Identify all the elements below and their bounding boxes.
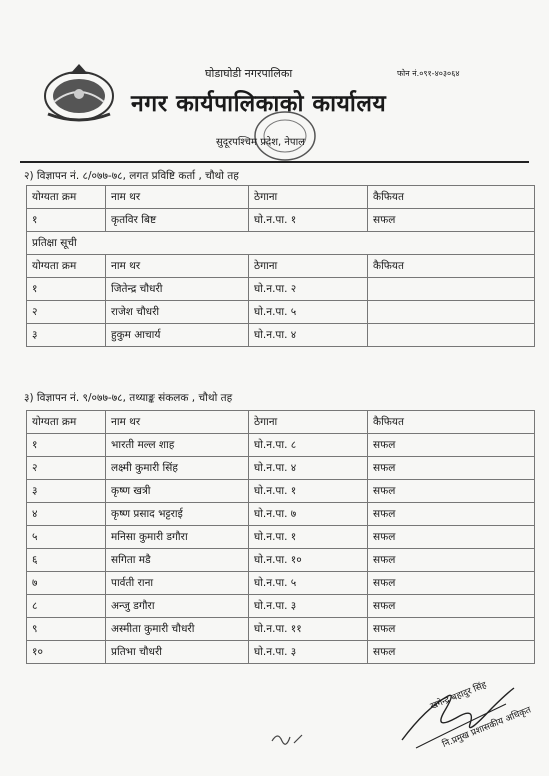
- address-cell: घो.न.पा. ३: [249, 641, 368, 664]
- header-cell: ठेगाना: [249, 255, 368, 278]
- table-row: [27, 526, 535, 549]
- section3-table: [26, 410, 535, 664]
- name-cell: अन्जु डगौरा: [106, 595, 249, 618]
- table-row: [27, 503, 535, 526]
- remark-cell: सफल: [368, 503, 535, 526]
- header-cell: योग्यता क्रम: [27, 411, 106, 434]
- table-row: [27, 278, 535, 301]
- address-cell: घो.न.पा. ५: [249, 301, 368, 324]
- nepal-emblem-icon: [40, 62, 118, 124]
- name-cell: प्रतिभा चौधरी: [106, 641, 249, 664]
- rank-cell: २: [27, 301, 106, 324]
- name-cell: कृष्ण खत्री: [106, 480, 249, 503]
- municipality-name: घोडाघोडी नगरपालिका: [205, 67, 293, 80]
- header-divider: [20, 161, 529, 163]
- table-row: [27, 324, 535, 347]
- remark-cell: सफल: [368, 526, 535, 549]
- address-cell: घो.न.पा. २: [249, 278, 368, 301]
- rank-cell: १०: [27, 641, 106, 664]
- remark-cell: सफल: [368, 209, 535, 232]
- name-cell: राजेश चौधरी: [106, 301, 249, 324]
- name-cell: अस्मीता कुमारी चौधरी: [106, 618, 249, 641]
- table-header-row: [27, 186, 535, 209]
- address-cell: घो.न.पा. ४: [249, 457, 368, 480]
- table-row: [27, 572, 535, 595]
- rank-cell: २: [27, 457, 106, 480]
- remark-cell: सफल: [368, 480, 535, 503]
- rank-cell: ९: [27, 618, 106, 641]
- rank-cell: १: [27, 209, 106, 232]
- rank-cell: १: [27, 434, 106, 457]
- address-cell: घो.न.पा. ११: [249, 618, 368, 641]
- address-cell: घो.न.पा. १: [249, 526, 368, 549]
- header-cell: कैफियत: [368, 186, 535, 209]
- waitlist-label: प्रतिक्षा सूची: [27, 232, 535, 255]
- header-cell: योग्यता क्रम: [27, 255, 106, 278]
- remark-cell: सफल: [368, 595, 535, 618]
- rank-cell: ३: [27, 480, 106, 503]
- address-cell: घो.न.पा. १: [249, 480, 368, 503]
- table-row: [27, 618, 535, 641]
- header-cell: नाम थर: [106, 255, 249, 278]
- name-cell: पार्वती राना: [106, 572, 249, 595]
- header-cell: कैफियत: [368, 255, 535, 278]
- name-cell: कृतविर बिष्ट: [106, 209, 249, 232]
- remark-cell: [368, 324, 535, 347]
- remark-cell: सफल: [368, 618, 535, 641]
- header-cell: कैफियत: [368, 411, 535, 434]
- rank-cell: ६: [27, 549, 106, 572]
- address-cell: घो.न.पा. १: [249, 209, 368, 232]
- table-row: [27, 301, 535, 324]
- remark-cell: सफल: [368, 457, 535, 480]
- table-row: [27, 480, 535, 503]
- header-cell: ठेगाना: [249, 186, 368, 209]
- rank-cell: ८: [27, 595, 106, 618]
- table-row: [27, 595, 535, 618]
- name-cell: मनिसा कुमारी डगौरा: [106, 526, 249, 549]
- table-row: [27, 641, 535, 664]
- address-cell: घो.न.पा. १०: [249, 549, 368, 572]
- section2-heading: २) विज्ञापन नं. ८/०७७-७८, लगत प्रविष्टि कर्ता , चौथो तह: [24, 170, 239, 182]
- address-cell: घो.न.पा. ८: [249, 434, 368, 457]
- table-row: [27, 209, 535, 232]
- remark-cell: सफल: [368, 572, 535, 595]
- remark-cell: [368, 301, 535, 324]
- address-cell: घो.न.पा. ५: [249, 572, 368, 595]
- table-header-row: [27, 411, 535, 434]
- rank-cell: ४: [27, 503, 106, 526]
- rank-cell: ३: [27, 324, 106, 347]
- signatory-name: खगेन्द्र बहादुर सिंह: [429, 680, 489, 713]
- header-cell: ठेगाना: [249, 411, 368, 434]
- rank-cell: १: [27, 278, 106, 301]
- table-row: [27, 434, 535, 457]
- name-cell: कृष्ण प्रसाद भट्टराई: [106, 503, 249, 526]
- address-cell: घो.न.पा. ३: [249, 595, 368, 618]
- section2-table: [26, 185, 535, 347]
- name-cell: जितेन्द्र चौधरी: [106, 278, 249, 301]
- remark-cell: सफल: [368, 549, 535, 572]
- name-cell: हुकुम आचार्य: [106, 324, 249, 347]
- remark-cell: [368, 278, 535, 301]
- table-row: [27, 549, 535, 572]
- signatory-designation: नि.प्रमुख प्रशासकीय अधिकृत: [441, 705, 533, 751]
- table-header-row: [27, 255, 535, 278]
- address-cell: घो.न.पा. ४: [249, 324, 368, 347]
- name-cell: लक्ष्मी कुमारी सिंह: [106, 457, 249, 480]
- remark-cell: सफल: [368, 641, 535, 664]
- table-row: [27, 457, 535, 480]
- section3-heading: ३) विज्ञापन नं. ९/०७७-७८, तथ्याङ्क संकलक , चौथो तह: [24, 392, 233, 404]
- header-cell: नाम थर: [106, 186, 249, 209]
- rank-cell: ५: [27, 526, 106, 549]
- waitlist-label-row: [27, 232, 535, 255]
- name-cell: भारती मल्ल शाह: [106, 434, 249, 457]
- handwritten-mark-icon: [268, 727, 308, 749]
- header-cell: योग्यता क्रम: [27, 186, 106, 209]
- remark-cell: सफल: [368, 434, 535, 457]
- rank-cell: ७: [27, 572, 106, 595]
- header-cell: नाम थर: [106, 411, 249, 434]
- name-cell: सगिता मडै: [106, 549, 249, 572]
- phone-number: फोन नं.०९१-४०३०६४: [397, 69, 460, 78]
- office-address: सुदूरपश्चिम प्रदेश, नेपाल: [216, 137, 305, 148]
- address-cell: घो.न.पा. ७: [249, 503, 368, 526]
- office-title: नगर कार्यपालिकाको कार्यालय: [131, 91, 387, 117]
